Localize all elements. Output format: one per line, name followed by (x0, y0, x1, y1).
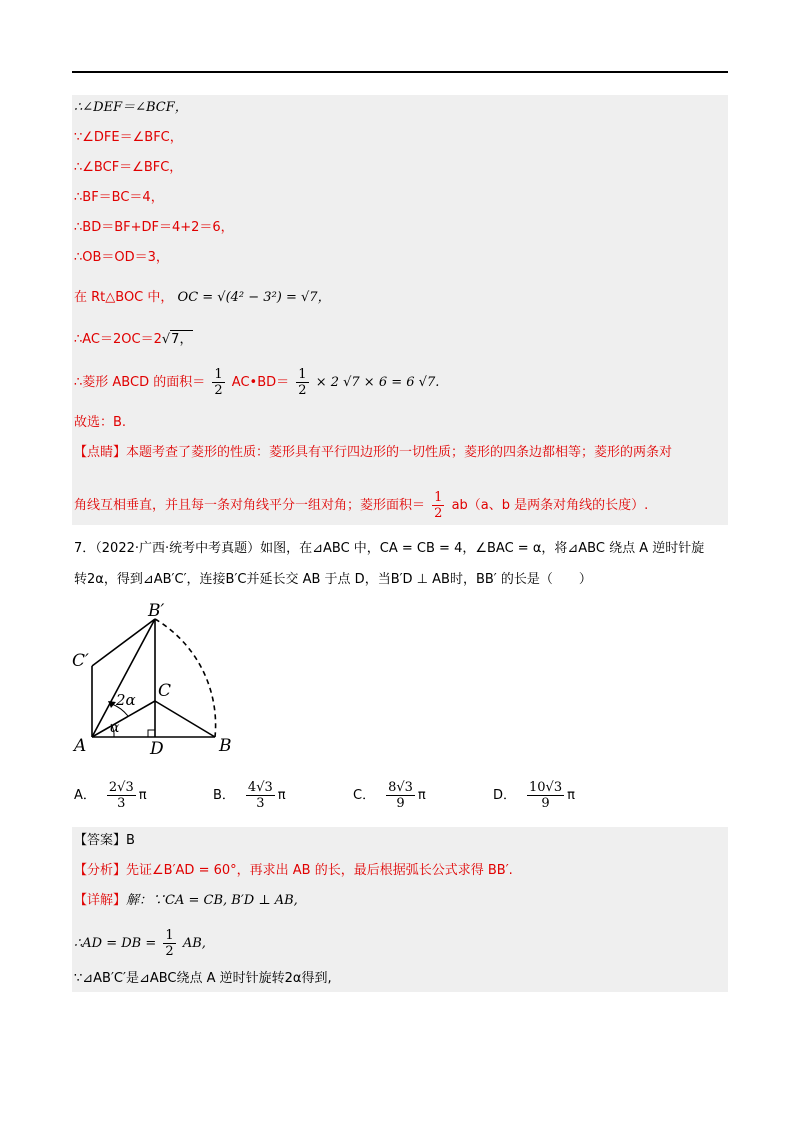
label-two-alpha: 2α (116, 691, 136, 709)
solution-line-4: ∴BF＝BC＝4， (74, 190, 164, 205)
label-c-prime: C′ (72, 651, 89, 671)
option-b-fraction: $\frac{4√3}{3}$ (247, 780, 273, 811)
option-a-fraction: $\frac{2√3}{3}$ (108, 780, 134, 811)
dianjing-text-1: 本题考查了菱形的性质：菱形具有平行四边形的一切性质；菱形的四条边都相等；菱形的两条对 (126, 445, 673, 460)
option-c[interactable]: C． $\frac{8√3}{9}$ π (353, 780, 426, 811)
segment-c-prime-b-prime (92, 619, 155, 666)
label-b: B (219, 736, 232, 756)
area-fraction-1: $\frac{1}{2}$ (214, 367, 223, 398)
segment-cb (155, 701, 215, 737)
question-line-1: 7．（2022·广西·统考中考真题）如图，在⊿ABC 中，CA = CB = 4，∠BAC = α，将⊿ABC 绕点 A 逆时针旋 (74, 541, 705, 556)
detail-text-2b: AB, (182, 936, 206, 951)
answer-line (74, 832, 135, 850)
rt-triangle-line (74, 289, 331, 307)
ac-line: ∴AC＝2OC＝2√7， (74, 332, 193, 347)
detail-line-1 (74, 892, 298, 910)
conclusion: 故选：B. (74, 415, 127, 430)
dianjing-text-2b: ab（a、b 是两条对角线的长度）. (451, 498, 649, 513)
rt-math: OC = √(4² − 3²) = √7， (177, 290, 331, 305)
question-line-2: 转2α，得到⊿AB′C′，连接B′C并延长交 AB 于点 D，当B′D ⊥ AB时，BB′ 的长是（ ） (74, 572, 592, 587)
label-a: A (74, 736, 87, 756)
dianjing-line-2 (74, 490, 648, 521)
header-rule (72, 71, 728, 73)
analysis-line (74, 862, 513, 880)
label-alpha: α (110, 720, 120, 736)
dianjing-text-2a: 角线互相垂直，并且每一条对角线平分一组对角；菱形面积＝ (74, 498, 426, 513)
detail-tag: 【详解】 (74, 893, 127, 908)
detail-line-2 (74, 928, 206, 959)
area-fraction-2: $\frac{1}{2}$ (298, 367, 307, 398)
detail-text-1: 解：∵CA = CB, B′D ⊥ AB, (126, 893, 298, 908)
geometry-figure (70, 598, 250, 758)
rt-prefix: 在 Rt△BOC 中， (74, 290, 174, 305)
option-d[interactable]: D． $\frac{10√3}{9}$ π (493, 780, 575, 811)
option-a[interactable]: A． $\frac{2√3}{3}$ π (74, 780, 147, 811)
detail-line-3: ∵⊿AB′C′是⊿ABC绕点 A 逆时针旋转2α得到, (74, 971, 332, 986)
area-line (74, 367, 439, 398)
solution-line-3: ∴∠BCF＝∠BFC， (74, 160, 183, 175)
ac-sqrt: 7， (171, 332, 193, 347)
option-c-fraction: $\frac{8√3}{9}$ (388, 780, 413, 811)
detail-text-2a: ∴AD = DB = (74, 936, 157, 951)
solution-line-1: ∴∠DEF＝∠BCF， (74, 100, 188, 115)
detail-fraction: $\frac{1}{2}$ (165, 928, 174, 959)
label-d: D (150, 739, 164, 758)
dianjing-fraction: $\frac{1}{2}$ (434, 490, 443, 521)
dianjing-line-1 (74, 444, 672, 462)
dianjing-tag: 【点睛】 (74, 445, 127, 460)
answer-tag: 【答案】 (74, 833, 127, 848)
analysis-text: 先证∠B′AD = 60°，再求出 AB 的长，最后根据弧长公式求得 BB′. (126, 863, 513, 878)
solution-line-5: ∴BD＝BF+DF＝4+2＝6， (74, 220, 234, 235)
area-tail: × 2 √7 × 6 = 6 √7. (315, 375, 440, 390)
ac-prefix: ∴AC＝2OC＝2 (74, 332, 162, 347)
area-mid: AC•BD＝ (231, 375, 290, 390)
right-angle-mark (148, 730, 155, 737)
solution-line-6: ∴OB＝OD＝3， (74, 250, 169, 265)
area-prefix: ∴菱形 ABCD 的面积＝ (74, 375, 206, 390)
label-b-prime: B′ (148, 601, 165, 621)
analysis-tag: 【分析】 (74, 863, 127, 878)
label-c: C (158, 681, 172, 701)
answer-value: B (126, 833, 135, 848)
solution-line-2: ∵∠DFE＝∠BFC， (74, 130, 183, 145)
option-d-fraction: $\frac{10√3}{9}$ (529, 780, 563, 811)
option-b[interactable]: B． $\frac{4√3}{3}$ π (213, 780, 286, 811)
